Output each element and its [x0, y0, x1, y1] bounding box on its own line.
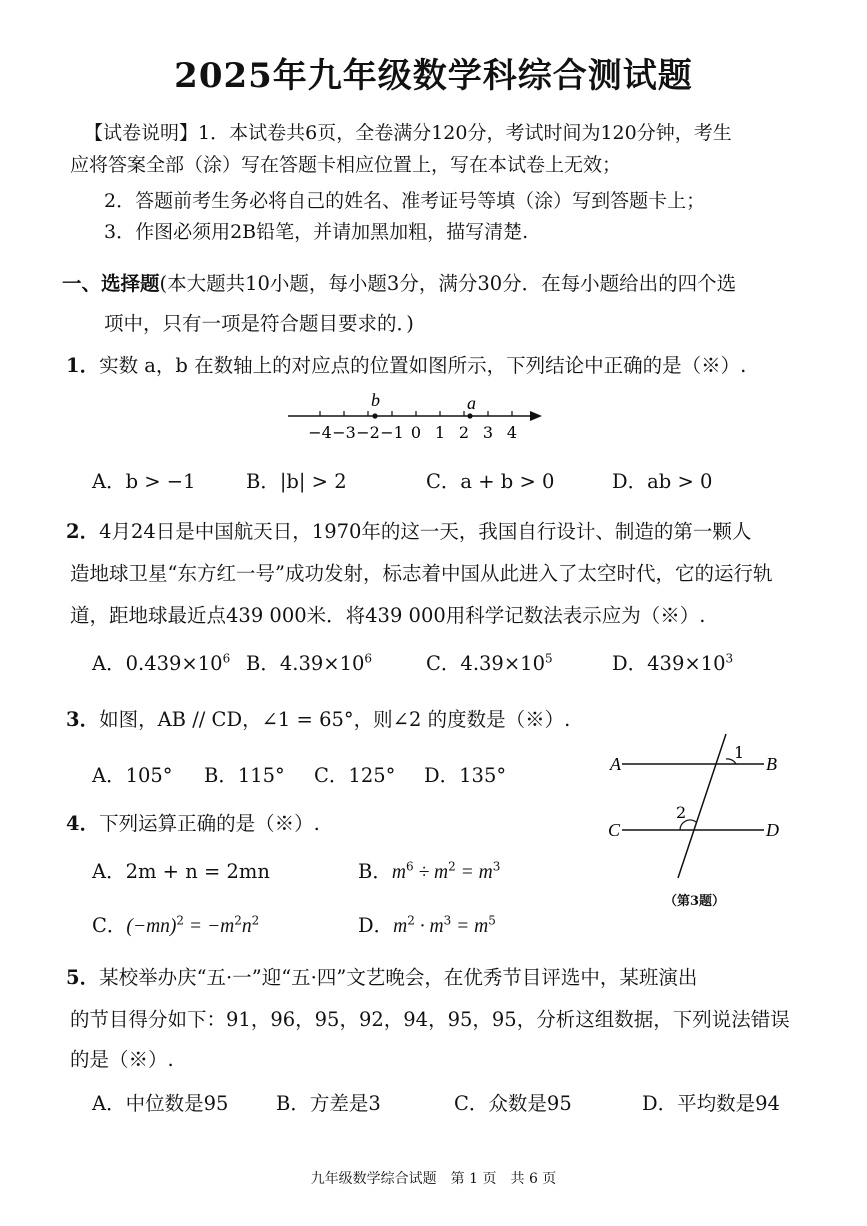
- q2-option-b: [246, 648, 372, 676]
- instructions-line1: [84, 118, 732, 145]
- option-exponent: 6: [364, 651, 373, 666]
- page-title: 2025年九年级数学科综合测试题: [174, 56, 693, 96]
- page-footer: 九年级数学综合试题 第 1 页 共 6 页: [310, 1171, 557, 1187]
- axis-tick-label: 3: [482, 423, 494, 442]
- axis-tick-label: −2: [356, 423, 380, 442]
- question-2-line2: 造地球卫星“东方红一号”成功发射，标志着中国从此进入了太空时代，它的运行轨: [70, 562, 773, 585]
- section-heading: 一、选择题: [62, 272, 160, 295]
- arrow-icon: [530, 411, 542, 421]
- exponent: 2: [407, 913, 415, 928]
- question-text: 实数 a，b 在数轴上的对应点的位置如图所示，下列结论中正确的是（※）.: [99, 354, 747, 377]
- option-base: 439×10: [647, 652, 726, 675]
- option-letter: D．: [612, 652, 648, 675]
- instruction-3: 3．作图必须用2B铅笔，并请加黑加粗，描写清楚.: [104, 221, 529, 243]
- q2-option-d: [612, 648, 733, 676]
- expr: m: [391, 862, 406, 883]
- axis-tick-label: 2: [458, 423, 470, 442]
- number-line-figure: [280, 388, 560, 444]
- axis-tick-label: −1: [380, 423, 404, 442]
- instructions-label: 【试卷说明】: [84, 122, 199, 144]
- exponent: 2: [251, 913, 260, 928]
- exponent: 3: [443, 913, 452, 928]
- label-a: A: [610, 754, 621, 774]
- expr: n: [241, 916, 252, 937]
- point-b-label: b: [371, 390, 380, 410]
- q5-option-c: C．众数是95: [454, 1092, 572, 1115]
- label-angle-2: 2: [676, 803, 687, 822]
- label-b: B: [766, 754, 777, 774]
- option-exponent: 5: [545, 651, 553, 666]
- instruction-1: 1．本试卷共6页，全卷满分120分，考试时间为120分钟，考生: [198, 122, 732, 144]
- q3-option-b: B．115°: [204, 764, 285, 787]
- option-letter: A．: [92, 652, 126, 675]
- axis-tick-label: 1: [434, 423, 446, 442]
- axis-tick-label: 4: [506, 423, 518, 442]
- option-base: 4.39×10: [279, 652, 365, 675]
- point-a-label: a: [467, 393, 476, 413]
- question-1: [66, 350, 746, 378]
- question-number: 5．: [66, 966, 100, 989]
- question-number: 3．: [66, 708, 100, 731]
- exponent: 6: [405, 859, 414, 874]
- q4-option-b: [358, 856, 500, 884]
- label-c: C: [608, 820, 621, 840]
- expr: = −m: [184, 916, 235, 937]
- q2-option-c: [426, 648, 553, 676]
- label-angle-1: 1: [734, 743, 745, 762]
- exponent: 5: [488, 913, 496, 928]
- q5-option-d: D．平均数是94: [642, 1092, 780, 1115]
- q4-option-d: [358, 910, 496, 938]
- q4-option-c: [92, 910, 259, 938]
- question-5-line3: 的是（※）.: [70, 1048, 174, 1071]
- option-letter: C．: [92, 914, 127, 937]
- option-letter: B．: [358, 860, 392, 883]
- point-b-dot: [372, 413, 377, 418]
- q5-option-b: B．方差是3: [276, 1092, 381, 1115]
- expr: m: [393, 916, 408, 937]
- q4-option-a: A．2m + n = 2mn: [92, 860, 270, 883]
- section-heading-line1: [62, 268, 736, 296]
- option-exponent: 3: [725, 651, 734, 666]
- question-2-line3: 道，距地球最近点439 000米．将439 000用科学记数法表示应为（※）.: [70, 604, 706, 627]
- question-text: 下列运算正确的是（※）.: [99, 812, 320, 835]
- expr: = m: [455, 862, 493, 883]
- q1-option-b: B．|b| > 2: [246, 470, 347, 493]
- q1-option-d: D．ab > 0: [612, 470, 713, 493]
- parallel-lines-figure: [598, 730, 798, 890]
- option-letter: D．: [358, 914, 394, 937]
- question-text: 某校举办庆“五·一”迎“五·四”文艺晚会，在优秀节目评选中，某班演出: [99, 966, 698, 989]
- expr: (−mn): [126, 916, 177, 937]
- option-base: 0.439×10: [125, 652, 223, 675]
- q3-option-d: D．135°: [424, 764, 507, 787]
- question-5-line2: 的节目得分如下：91，96，95，92，94，95，95，分析这组数据，下列说法错误: [70, 1008, 790, 1031]
- point-a-dot: [467, 413, 472, 418]
- axis-tick-label: −4: [308, 423, 332, 442]
- exponent: 3: [492, 859, 501, 874]
- axis-tick-label: −3: [332, 423, 356, 442]
- option-letter: C．: [426, 652, 461, 675]
- instruction-2: 2．答题前考生务必将自己的姓名、准考证号等填（涂）写到答题卡上；: [104, 190, 706, 212]
- section-desc2: 项中，只有一项是符合题目要求的．): [104, 312, 414, 335]
- label-d: D: [766, 820, 779, 840]
- question-3: [66, 704, 570, 732]
- q3-option-c: C．125°: [314, 764, 396, 787]
- section-desc1: (本大题共10小题，每小题3分，满分30分．在每小题给出的四个选: [159, 272, 737, 295]
- figure-caption: （第3题）: [664, 894, 726, 909]
- question-number: 4．: [66, 812, 100, 835]
- axis-tick-label: 0: [410, 423, 422, 442]
- q1-option-c: C．a + b > 0: [426, 470, 555, 493]
- question-text: 4月24日是中国航天日，1970年的这一天，我国自行设计、制造的第一颗人: [99, 520, 752, 543]
- q5-option-a: A．中位数是95: [92, 1092, 229, 1115]
- q3-option-a: A．105°: [92, 764, 173, 787]
- exponent: 2: [176, 913, 185, 928]
- q2-option-a: [92, 648, 230, 676]
- exponent: 2: [234, 913, 242, 928]
- option-base: 4.39×10: [460, 652, 545, 675]
- question-4: [66, 808, 320, 836]
- question-5-line1: [66, 962, 697, 990]
- option-letter: B．: [246, 652, 280, 675]
- question-text: 如图，AB // CD，∠1 = 65°，则∠2 的度数是（※）.: [99, 708, 571, 731]
- instruction-1b: 应将答案全部（涂）写在答题卡相应位置上，写在本试卷上无效；: [70, 154, 622, 176]
- q1-option-a: A．b > −1: [92, 470, 196, 493]
- expr: = m: [451, 916, 489, 937]
- option-exponent: 6: [222, 651, 231, 666]
- expr: · m: [414, 916, 444, 937]
- expr: ÷ m: [413, 862, 449, 883]
- exponent: 2: [448, 859, 456, 874]
- question-number: 2．: [66, 520, 100, 543]
- question-2-line1: [66, 516, 751, 544]
- question-number: 1．: [66, 354, 100, 377]
